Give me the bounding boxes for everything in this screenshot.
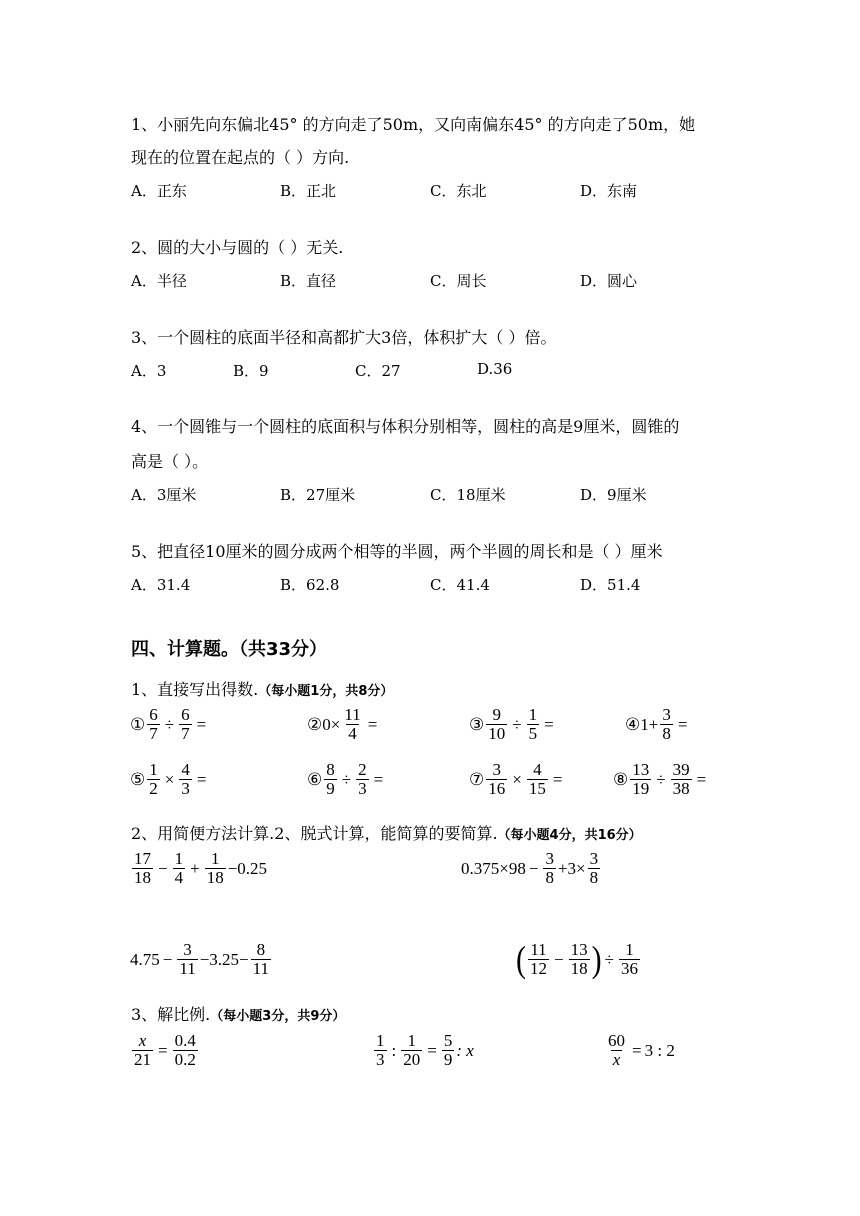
part1-text: 1、直接写出得数. bbox=[131, 680, 259, 699]
fraction: $\frac{11}{4}$ bbox=[344, 705, 361, 743]
operator: ÷ bbox=[341, 769, 352, 789]
fraction: $\frac{1}{18}$ bbox=[206, 849, 224, 887]
q2-line1: 2、圆的大小与圆的（ ）无关. bbox=[131, 238, 344, 257]
left-paren: ( bbox=[516, 938, 526, 980]
q3-option-a: A．3 bbox=[131, 362, 167, 380]
operator: ÷ bbox=[604, 949, 614, 969]
proportion-item-2 bbox=[372, 1032, 474, 1069]
fraction: $\frac{3}{8}$ bbox=[662, 705, 671, 743]
direct-item-8 bbox=[613, 761, 709, 798]
calc-item-1 bbox=[130, 850, 267, 887]
q5-option-b: B．62.8 bbox=[280, 576, 340, 594]
fraction: $\frac{2}{3}$ bbox=[358, 760, 367, 798]
fraction: $\frac{3}{8}$ bbox=[589, 849, 599, 887]
fraction: $\frac{1}{3}$ bbox=[376, 1031, 385, 1069]
q4-option-c: C．18厘米 bbox=[430, 486, 506, 504]
part1-note: （每小题1分，共8分） bbox=[258, 684, 394, 699]
fraction: $\frac{1}{5}$ bbox=[528, 705, 538, 743]
equals-sign: = bbox=[552, 769, 563, 789]
q1-line1: 1、小丽先向东偏北45° 的方向走了50m，又向南偏东45° 的方向走了50m，她 bbox=[131, 115, 696, 134]
q3-option-c: C．27 bbox=[355, 362, 401, 380]
circle-number: ④ bbox=[625, 714, 641, 734]
fraction: $\frac{1}{20}$ bbox=[403, 1031, 421, 1069]
circle-number: ⑥ bbox=[307, 769, 323, 789]
fraction: $\frac{9}{10}$ bbox=[488, 705, 506, 743]
direct-item-2 bbox=[307, 706, 380, 743]
fraction: $\frac{17}{18}$ bbox=[134, 849, 151, 887]
fraction: $\frac{60}{x}$ bbox=[608, 1031, 625, 1069]
fraction: $\frac{x}{21}$ bbox=[134, 1031, 151, 1069]
direct-item-7 bbox=[469, 761, 565, 798]
part1-heading bbox=[131, 677, 393, 700]
q4-option-b: B．27厘米 bbox=[280, 486, 356, 504]
fraction: $\frac{4}{15}$ bbox=[528, 760, 546, 798]
operator: ÷ bbox=[164, 714, 175, 734]
direct-item-5 bbox=[130, 761, 209, 798]
q5-option-c: C．41.4 bbox=[430, 576, 490, 594]
equals-sign: = bbox=[196, 714, 207, 734]
fraction: $\frac{8}{9}$ bbox=[326, 760, 335, 798]
part2-note: （每小题4分，共16分） bbox=[497, 828, 642, 843]
fraction: $\frac{6}{7}$ bbox=[181, 705, 190, 743]
equals-sign: = bbox=[696, 769, 707, 789]
fraction: $\frac{1}{4}$ bbox=[174, 849, 184, 887]
q4-line2: 高是（ ）。 bbox=[131, 452, 209, 471]
fraction: $\frac{13}{18}$ bbox=[570, 940, 588, 978]
equals-sign: = bbox=[677, 714, 688, 734]
fraction: $\frac{3}{8}$ bbox=[545, 849, 554, 887]
prefix: 0× bbox=[322, 714, 341, 734]
part2-heading bbox=[131, 821, 642, 844]
right-paren: ) bbox=[591, 938, 602, 980]
q3-line1: 3、一个圆柱的底面半径和高都扩大3倍，体积扩大（ ）倍。 bbox=[131, 328, 557, 347]
equals-sign: = bbox=[373, 769, 384, 789]
q1-option-a: A．正东 bbox=[131, 182, 187, 200]
operator: − bbox=[162, 949, 173, 969]
fraction: $\frac{1}{2}$ bbox=[149, 760, 158, 798]
equals-sign: = bbox=[544, 714, 554, 734]
circle-number: ③ bbox=[469, 714, 485, 734]
section-title: 四、计算题。（共33分） bbox=[131, 639, 328, 660]
q4-option-d: D．9厘米 bbox=[580, 486, 647, 504]
q2-option-d: D．圆心 bbox=[580, 272, 638, 290]
q2-option-c: C．周长 bbox=[430, 272, 487, 290]
circle-number: ① bbox=[130, 714, 146, 734]
operator: − bbox=[158, 858, 168, 878]
operator: ÷ bbox=[512, 714, 522, 734]
fraction: $\frac{39}{38}$ bbox=[672, 760, 690, 798]
colon: : bbox=[391, 1040, 397, 1060]
q3-option-b: B．9 bbox=[233, 362, 269, 380]
q4-option-a: A．3厘米 bbox=[131, 486, 197, 504]
q1-option-c: C．东北 bbox=[430, 182, 487, 200]
circle-number: ⑤ bbox=[130, 769, 146, 789]
fraction: $\frac{3}{11}$ bbox=[179, 940, 196, 978]
tail: −0.25 bbox=[227, 858, 268, 878]
equals-sign: = bbox=[158, 1040, 168, 1060]
fraction: $\frac{0.4}{0.2}$ bbox=[174, 1031, 196, 1069]
prefix: 0.375×98 bbox=[461, 858, 526, 878]
proportion-item-3 bbox=[604, 1032, 675, 1069]
tail: : x bbox=[456, 1040, 474, 1060]
operator: − bbox=[528, 858, 539, 878]
fraction: $\frac{5}{9}$ bbox=[443, 1031, 453, 1069]
tail: 3 : 2 bbox=[644, 1040, 675, 1060]
fraction: $\frac{1}{36}$ bbox=[620, 940, 638, 978]
fraction: $\frac{4}{3}$ bbox=[181, 760, 190, 798]
operator: − bbox=[554, 949, 564, 969]
operator: ÷ bbox=[656, 769, 666, 789]
fraction: $\frac{11}{12}$ bbox=[530, 940, 547, 978]
calc-item-3 bbox=[130, 941, 273, 978]
operator: × bbox=[512, 769, 522, 789]
fraction: $\frac{3}{16}$ bbox=[488, 760, 506, 798]
q2-option-a: A．半径 bbox=[131, 272, 187, 290]
q1-line2: 现在的位置在起点的（ ）方向. bbox=[131, 148, 350, 167]
q1-option-b: B．正北 bbox=[280, 182, 337, 200]
part3-note: （每小题3分，共9分） bbox=[210, 1009, 346, 1024]
equals-sign: = bbox=[367, 714, 378, 734]
direct-item-3 bbox=[469, 706, 557, 743]
q5-option-a: A．31.4 bbox=[131, 576, 191, 594]
q5-line1: 5、把直径10厘米的圆分成两个相等的半圆，两个半圆的周长和是（ ）厘米 bbox=[131, 542, 663, 561]
direct-item-6 bbox=[307, 761, 386, 798]
direct-item-1 bbox=[130, 706, 209, 743]
circle-number: ② bbox=[307, 714, 323, 734]
operator: × bbox=[164, 769, 175, 789]
q2-option-b: B．直径 bbox=[280, 272, 337, 290]
part2-text: 2、用简便方法计算.2、脱式计算，能简算的要简算. bbox=[131, 824, 498, 843]
middle: −3.25− bbox=[199, 949, 249, 969]
calc-item-2 bbox=[461, 850, 602, 887]
fraction: $\frac{8}{11}$ bbox=[252, 940, 270, 978]
prefix: 4.75 bbox=[130, 949, 160, 969]
q5-option-d: D．51.4 bbox=[580, 576, 641, 594]
circle-number: ⑧ bbox=[613, 769, 629, 789]
equals-sign: = bbox=[196, 769, 207, 789]
equals-sign: = bbox=[632, 1040, 642, 1060]
fraction: $\frac{6}{7}$ bbox=[149, 705, 158, 743]
operator: + bbox=[190, 858, 200, 878]
q4-line1: 4、一个圆锥与一个圆柱的底面积与体积分别相等，圆柱的高是9厘米，圆锥的 bbox=[131, 417, 680, 436]
middle: +3× bbox=[557, 858, 586, 878]
fraction: $\frac{13}{19}$ bbox=[632, 760, 650, 798]
part3-heading bbox=[131, 1002, 345, 1025]
part3-text: 3、解比例. bbox=[131, 1005, 211, 1024]
calc-item-4 bbox=[516, 938, 642, 980]
q1-option-d: D．东南 bbox=[580, 182, 638, 200]
circle-number: ⑦ bbox=[469, 769, 485, 789]
equals-sign: = bbox=[427, 1040, 437, 1060]
proportion-item-1 bbox=[130, 1032, 200, 1069]
prefix: 1+ bbox=[640, 714, 659, 734]
q3-option-d: D.36 bbox=[477, 360, 513, 378]
direct-item-4 bbox=[625, 706, 690, 743]
